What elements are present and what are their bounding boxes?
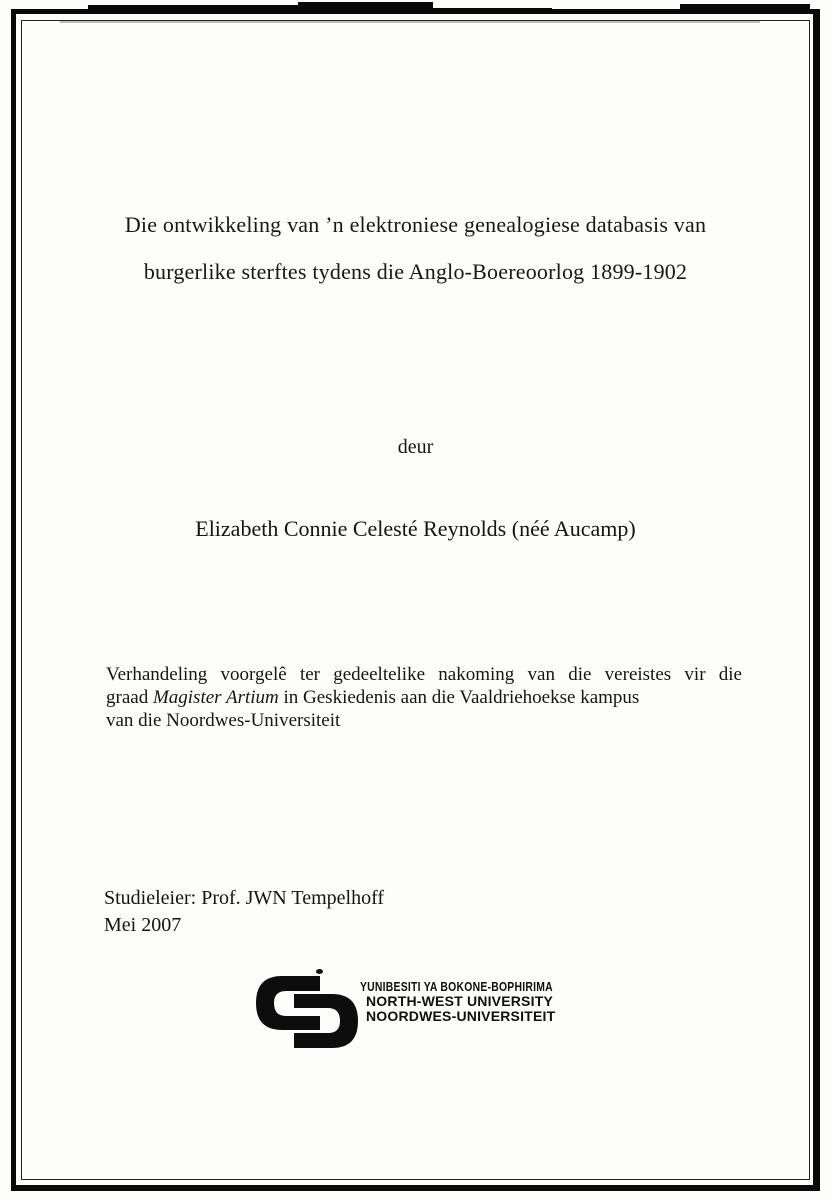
scan-artifact bbox=[298, 2, 433, 9]
supervisor-block bbox=[104, 885, 384, 939]
logo-name-afrikaans: NOORDWES-UNIVERSITEIT bbox=[366, 1008, 556, 1024]
submission-degree-name: Magister Artium bbox=[152, 687, 279, 708]
university-logo-text bbox=[360, 976, 601, 1024]
author-name: Elizabeth Connie Celesté Reynolds (néé Aucamp) bbox=[195, 516, 636, 541]
nwu-logo-mark bbox=[256, 976, 358, 1048]
supervisor-line: Studieleier: Prof. JWN Tempelhoff bbox=[104, 887, 385, 909]
thesis-title-line2: burgerlike sterftes tydens die Anglo-Boereoorlog 1899-1902 bbox=[143, 259, 688, 284]
submission-line1: Verhandeling voorgelê ter gedeeltelike nakoming van die vereistes vir die bbox=[106, 664, 742, 685]
submission-line2-suffix: in Geskiedenis aan die Vaaldriehoekse kampus bbox=[278, 687, 640, 708]
scan-artifact bbox=[60, 21, 760, 23]
thesis-title bbox=[0, 201, 831, 295]
submission-statement bbox=[106, 663, 742, 732]
scan-artifact bbox=[680, 4, 810, 11]
logo-name-english: NORTH-WEST UNIVERSITY bbox=[366, 993, 553, 1009]
scan-artifact bbox=[432, 8, 552, 12]
logo-name-setswana: YUNIBESITI YA BOKONE-BOPHIRIMA bbox=[360, 979, 553, 994]
scan-speck bbox=[316, 969, 323, 974]
scan-artifact bbox=[88, 5, 298, 12]
byline-label: deur bbox=[397, 436, 434, 458]
submission-line2 bbox=[106, 686, 742, 709]
thesis-title-line1: Die ontwikkeling van ’n elektroniese genealogiese databasis van bbox=[124, 212, 707, 237]
university-logo bbox=[256, 976, 601, 1048]
submission-line3: van die Noordwes-Universiteit bbox=[106, 710, 341, 731]
submission-line2-prefix: graad bbox=[106, 687, 153, 708]
date-line: Mei 2007 bbox=[104, 914, 182, 936]
